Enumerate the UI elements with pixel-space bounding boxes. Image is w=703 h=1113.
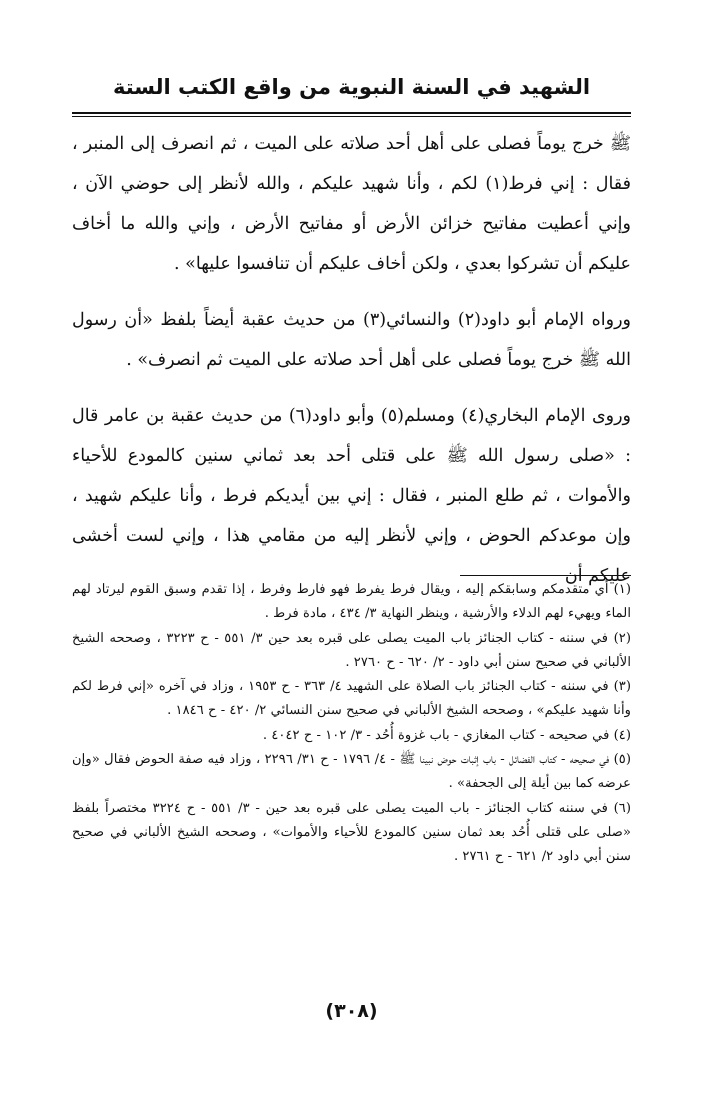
header-rule-thin xyxy=(72,116,631,117)
main-text xyxy=(72,124,631,596)
footnote: (٦) في سننه كتاب الجنائز - باب الميت يصلى على قبره بعد حين - ٣/ ٥٥١ - ح ٣٢٢٤ مختصراً بلفظ «صلى على قتلى أُحُد بعد ثمان سنين كالمودع للأحياء والأموات» ، وصححه الشيخ الألباني في صحيح سنن أبي داود ٢/ ٦٢١ - ح ٢٧٦١ . xyxy=(72,800,632,865)
footnote-rule xyxy=(460,575,631,576)
footnote: (٥) في صحيحه - كتاب الفضائل - باب إثبات حوض نبينا ﷺ - ٤/ ١٧٩٦ - ح ٣١/ ٢٢٩٦ ، وزاد فيه صفة الحوض فقال «وإن عرضه كما بين أيلة إلى الجحفة» . xyxy=(72,752,632,792)
footnote: (١) أي متقدمكم وسابقكم إليه ، ويقال فرط يفرط فهو فارط وفرط ، إذا تقدم وسبق القوم ليرتاد لهم الماء ويهيء لهم الدلاء والأرشية ، وينظر النهاية ٣/ ٤٣٤ ، مادة فرط . xyxy=(72,582,631,622)
footnote: (٤) في صحيحه - كتاب المغازي - باب غزوة أُحُد - ٣/ ١٠٢ - ح ٤٠٤٢ . xyxy=(262,727,631,743)
page-number: (٣٠٨) xyxy=(325,1000,378,1022)
body-paragraph: ﷺ خرج يوماً فصلى على أهل أحد صلاته على الميت ، ثم انصرف إلى المنبر ، فقال : إني فرط(١) لكم ، وأنا شهيد عليكم ، والله لأنظر إلى حوضي الآن ، وإني أعطيت مفاتيح خزائن الأرض أو مفاتيح الأرض ، وإني والله ما أخاف عليكم أن تشركوا بعدي ، ولكن أخاف عليكم أن تنافسوا عليها» . xyxy=(72,134,632,274)
footnote: (٢) في سننه - كتاب الجنائز باب الميت يصلى على قبره بعد حين ٣/ ٥٥١ - ح ٣٢٢٣ ، وصححه الشيخ الألباني في صحيح سنن أبي داود - ٢/ ٦٢٠ - ح ٢٧٦٠ . xyxy=(72,630,632,670)
body-paragraph: ورواه الإمام أبو داود(٢) والنسائي(٣) من حديث عقبة أيضاً بلفظ «أن رسول الله ﷺ خرج يوماً فصلى على أهل أحد صلاته على الميت ثم انصرف» . xyxy=(72,310,631,370)
footnotes xyxy=(72,578,631,870)
body-paragraph: وروى الإمام البخاري(٤) ومسلم(٥) وأبو داود(٦) من حديث عقبة بن عامر قال : «صلى رسول الله ﷺ على قتلى أحد بعد ثماني سنين كالمودع للأحياء والأموات ، ثم طلع المنبر ، فقال : إني بين أيديكم فرط ، وأنا عليكم شهيد ، وإن موعدكم الحوض ، وإني لأنظر إليه من مقامي هذا ، وإني لست أخشى عليكم أن xyxy=(72,406,631,586)
running-header: الشهيد في السنة النبوية من واقع الكتب الستة xyxy=(112,75,591,99)
header-rule xyxy=(72,112,631,114)
footnote: (٣) في سننه - كتاب الجنائز باب الصلاة على الشهيد ٤/ ٣٦٣ - ح ١٩٥٣ ، وزاد في آخره «إني فرط لكم وأنا شهيد عليكم» ، وصححه الشيخ الألباني في صحيح سنن النسائي ٢/ ٤٢٠ - ح ١٨٤٦ . xyxy=(72,679,631,719)
